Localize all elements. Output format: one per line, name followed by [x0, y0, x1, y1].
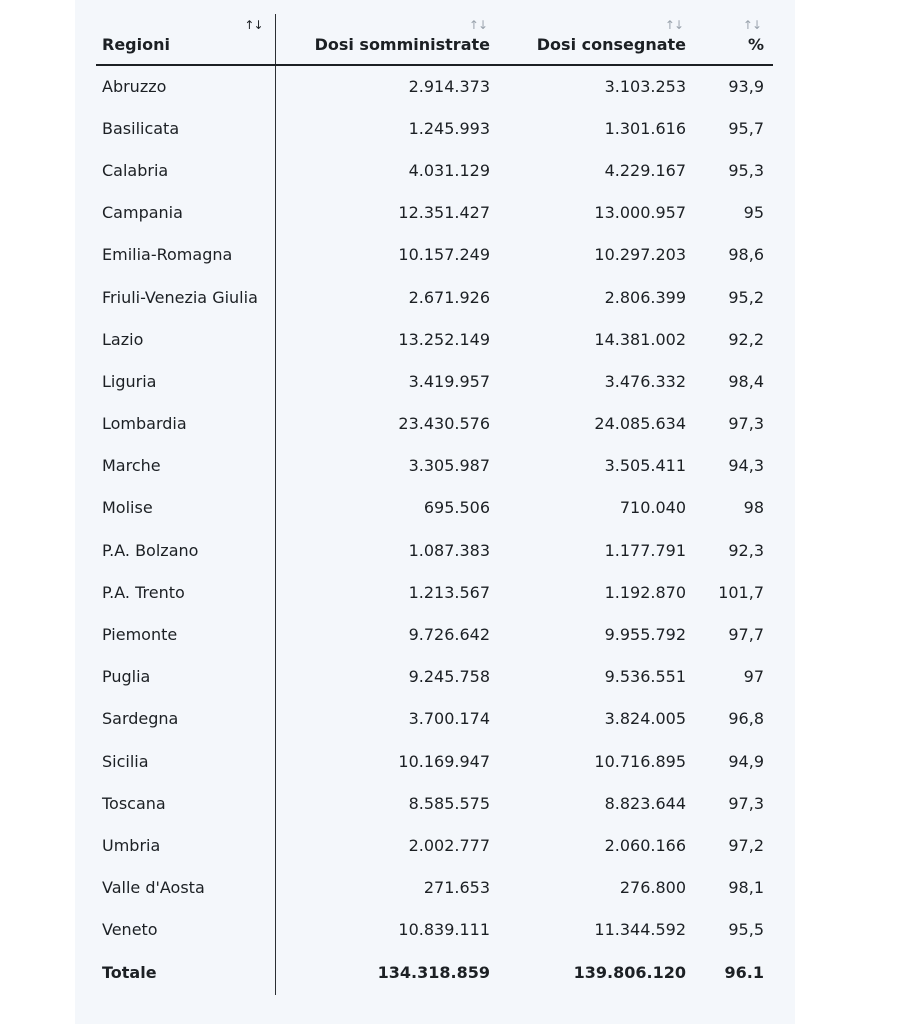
table-row — [96, 909, 773, 951]
cell-percent: 95,7 — [728, 118, 764, 138]
cell-administered: 8.585.575 — [408, 793, 490, 813]
cell-percent: 95,5 — [728, 920, 764, 940]
cell-region: P.A. Trento — [96, 571, 275, 613]
cell-administered: 3.419.957 — [408, 371, 490, 391]
cell-delivered: 10.716.895 — [594, 751, 686, 771]
sort-arrows-icon[interactable]: ↑↓ — [664, 18, 683, 32]
cell-region: Abruzzo — [96, 65, 275, 107]
table-row — [96, 234, 773, 276]
cell-administered: 1.213.567 — [408, 582, 490, 602]
sort-arrows-icon[interactable]: ↑↓ — [244, 18, 263, 32]
column-header-dosi-somministrate[interactable] — [275, 14, 499, 65]
cell-administered: 23.430.576 — [398, 414, 490, 434]
cell-delivered: 276.800 — [619, 878, 686, 898]
cell-region: Umbria — [96, 824, 275, 866]
cell-region: Veneto — [96, 909, 275, 951]
cell-region: Puglia — [96, 656, 275, 698]
table-row — [96, 529, 773, 571]
cell-percent: 95 — [743, 203, 764, 223]
cell-percent: 94,3 — [728, 456, 764, 476]
cell-delivered: 10.297.203 — [594, 245, 686, 265]
cell-percent: 94,9 — [728, 751, 764, 771]
cell-percent: 101,7 — [718, 582, 764, 602]
cell-administered: 2.002.777 — [408, 835, 490, 855]
cell-administered: 10.169.947 — [398, 751, 490, 771]
cell-percent: 97,2 — [728, 835, 764, 855]
cell-percent: 92,3 — [728, 540, 764, 560]
table-row — [96, 782, 773, 824]
cell-administered: 4.031.129 — [408, 160, 490, 180]
cell-percent: 97,7 — [728, 625, 764, 645]
cell-delivered: 3.103.253 — [604, 77, 686, 97]
table-row — [96, 656, 773, 698]
cell-percent: 95,2 — [728, 287, 764, 307]
table-row — [96, 824, 773, 866]
cell-delivered: 13.000.957 — [594, 203, 686, 223]
cell-region: Toscana — [96, 782, 275, 824]
column-header-percent[interactable] — [695, 14, 773, 65]
table-row — [96, 867, 773, 909]
cell-region: Campania — [96, 192, 275, 234]
cell-percent: 92,2 — [728, 329, 764, 349]
cell-administered: 2.671.926 — [408, 287, 490, 307]
table-row — [96, 445, 773, 487]
cell-percent: 98,1 — [728, 878, 764, 898]
column-header-label: Regioni — [102, 35, 170, 54]
cell-percent: 97,3 — [728, 793, 764, 813]
cell-administered: 9.726.642 — [408, 625, 490, 645]
cell-region: Emilia-Romagna — [96, 234, 275, 276]
cell-delivered: 2.806.399 — [604, 287, 686, 307]
cell-administered: 3.700.174 — [408, 709, 490, 729]
cell-delivered: 8.823.644 — [604, 793, 686, 813]
column-header-regioni[interactable] — [96, 14, 275, 65]
column-header-label: Dosi somministrate — [314, 35, 490, 54]
cell-delivered: 2.060.166 — [604, 835, 686, 855]
cell-region: Valle d'Aosta — [96, 867, 275, 909]
cell-delivered: 11.344.592 — [594, 920, 686, 940]
table-row — [96, 149, 773, 191]
sort-arrows-icon[interactable]: ↑↓ — [468, 18, 487, 32]
column-header-label: Dosi consegnate — [536, 35, 686, 54]
table-row — [96, 318, 773, 360]
cell-administered: 695.506 — [423, 498, 490, 518]
cell-delivered: 24.085.634 — [594, 414, 686, 434]
table-header — [96, 14, 773, 65]
cell-administered: 271.653 — [423, 878, 490, 898]
cell-region: Lazio — [96, 318, 275, 360]
cell-region: Basilicata — [96, 107, 275, 149]
cell-administered: 3.305.987 — [408, 456, 490, 476]
table-row — [96, 571, 773, 613]
table-row — [96, 107, 773, 149]
table-body — [96, 65, 773, 995]
total-label: Totale — [96, 951, 275, 995]
cell-region: Marche — [96, 445, 275, 487]
cell-delivered: 14.381.002 — [594, 329, 686, 349]
cell-region: Sicilia — [96, 740, 275, 782]
cell-percent: 95,3 — [728, 160, 764, 180]
cell-percent: 97 — [743, 667, 764, 687]
cell-region: Sardegna — [96, 698, 275, 740]
cell-region: Molise — [96, 487, 275, 529]
cell-region: Lombardia — [96, 403, 275, 445]
cell-percent: 97,3 — [728, 414, 764, 434]
total-administered: 134.318.859 — [377, 963, 490, 983]
column-header-label: % — [747, 35, 764, 54]
cell-percent: 96,8 — [728, 709, 764, 729]
cell-administered: 12.351.427 — [398, 203, 490, 223]
cell-delivered: 3.476.332 — [604, 371, 686, 391]
cell-administered: 2.914.373 — [408, 77, 490, 97]
cell-region: Calabria — [96, 149, 275, 191]
cell-percent: 93,9 — [728, 77, 764, 97]
sort-arrows-icon[interactable]: ↑↓ — [742, 18, 761, 32]
total-delivered: 139.806.120 — [573, 963, 686, 983]
cell-region: Piemonte — [96, 613, 275, 655]
table-row-total — [96, 951, 773, 995]
cell-region: P.A. Bolzano — [96, 529, 275, 571]
cell-administered: 10.157.249 — [398, 245, 490, 265]
table-row — [96, 740, 773, 782]
cell-region: Liguria — [96, 360, 275, 402]
cell-region: Friuli-Venezia Giulia — [96, 276, 275, 318]
cell-delivered: 3.824.005 — [604, 709, 686, 729]
cell-delivered: 9.955.792 — [604, 625, 686, 645]
table-row — [96, 360, 773, 402]
vaccination-table — [96, 14, 773, 995]
table-row — [96, 276, 773, 318]
cell-percent: 98,6 — [728, 245, 764, 265]
cell-administered: 9.245.758 — [408, 667, 490, 687]
cell-percent: 98,4 — [728, 371, 764, 391]
table-row — [96, 613, 773, 655]
cell-administered: 13.252.149 — [398, 329, 490, 349]
cell-administered: 10.839.111 — [398, 920, 490, 940]
cell-percent: 98 — [743, 498, 764, 518]
cell-administered: 1.245.993 — [408, 118, 490, 138]
cell-delivered: 1.192.870 — [604, 582, 686, 602]
column-header-dosi-consegnate[interactable] — [499, 14, 695, 65]
table-row — [96, 487, 773, 529]
cell-delivered: 3.505.411 — [604, 456, 686, 476]
table-row — [96, 65, 773, 107]
cell-delivered: 710.040 — [619, 498, 686, 518]
cell-administered: 1.087.383 — [408, 540, 490, 560]
cell-delivered: 4.229.167 — [604, 160, 686, 180]
table-row — [96, 192, 773, 234]
table-row — [96, 698, 773, 740]
cell-delivered: 1.301.616 — [604, 118, 686, 138]
table-row — [96, 403, 773, 445]
total-percent: 96.1 — [724, 963, 764, 983]
cell-delivered: 1.177.791 — [604, 540, 686, 560]
cell-delivered: 9.536.551 — [604, 667, 686, 687]
